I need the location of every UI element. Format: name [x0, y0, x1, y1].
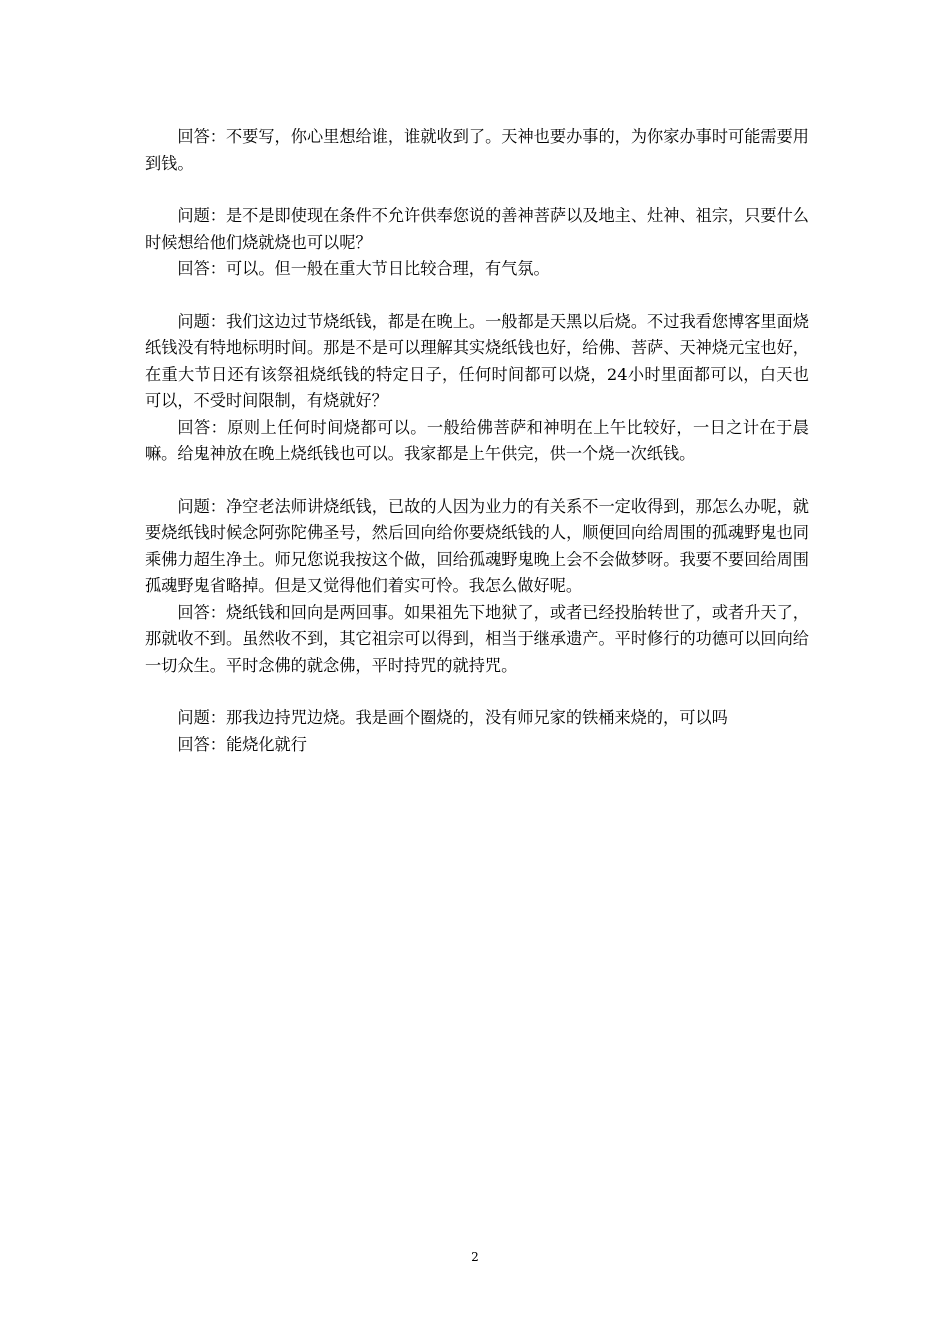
question-paragraph: 问题：那我边持咒边烧。我是画个圈烧的，没有师兄家的铁桶来烧的，可以吗: [177, 708, 728, 727]
document-body: [145, 124, 809, 784]
qa-block-5: [145, 705, 809, 758]
question-paragraph: 问题：我们这边过节烧纸钱，都是在晚上。一般都是天黑以后烧。不过我看您博客里面烧纸钱没有特地标明时间。那是不是可以理解其实烧纸钱也好，给佛、菩萨、天神烧元宝也好，在重大节日还有该祭祖烧纸钱的特定日子，任何时间都可以烧，24小时里面都可以，白天也可以，不受时间限制，有烧就好？: [145, 311, 809, 410]
answer-paragraph: 回答：烧纸钱和回向是两回事。如果祖先下地狱了，或者已经投胎转世了，或者升天了，那就收不到。虽然收不到，其它祖宗可以得到，相当于继承遗产。平时修行的功德可以回向给一切众生。平时念佛的就念佛，平时持咒的就持咒。: [145, 602, 809, 675]
qa-block-3: [145, 309, 809, 468]
question-paragraph: 问题：净空老法师讲烧纸钱，已故的人因为业力的有关系不一定收得到，那怎么办呢，就要烧纸钱时候念阿弥陀佛圣号，然后回向给你要烧纸钱的人，顺便回向给周围的孤魂野鬼也同乘佛力超生净土。师兄您说我按这个做，回给孤魂野鬼晚上会不会做梦呀。我要不要回给周围孤魂野鬼省略掉。但是又觉得他们着实可怜。我怎么做好呢。: [145, 496, 809, 595]
answer-paragraph: 回答：原则上任何时间烧都可以。一般给佛菩萨和神明在上午比较好，一日之计在于晨嘛。给鬼神放在晚上烧纸钱也可以。我家都是上午供完，供一个烧一次纸钱。: [145, 417, 809, 463]
qa-block-2: [145, 203, 809, 283]
qa-block-1: [145, 124, 809, 177]
answer-paragraph: 回答：可以。但一般在重大节日比较合理，有气氛。: [177, 259, 550, 278]
page-number: 2: [471, 1250, 479, 1264]
answer-paragraph: 回答：能烧化就行: [177, 734, 307, 754]
answer-paragraph: 回答：不要写，你心里想给谁，谁就收到了。天神也要办事的，为你家办事时可能需要用到钱。: [145, 127, 809, 173]
question-paragraph: 问题：是不是即使现在条件不允许供奉您说的善神菩萨以及地主、灶神、祖宗，只要什么时候想给他们烧就烧也可以呢？: [145, 206, 809, 252]
qa-block-4: [145, 494, 809, 680]
